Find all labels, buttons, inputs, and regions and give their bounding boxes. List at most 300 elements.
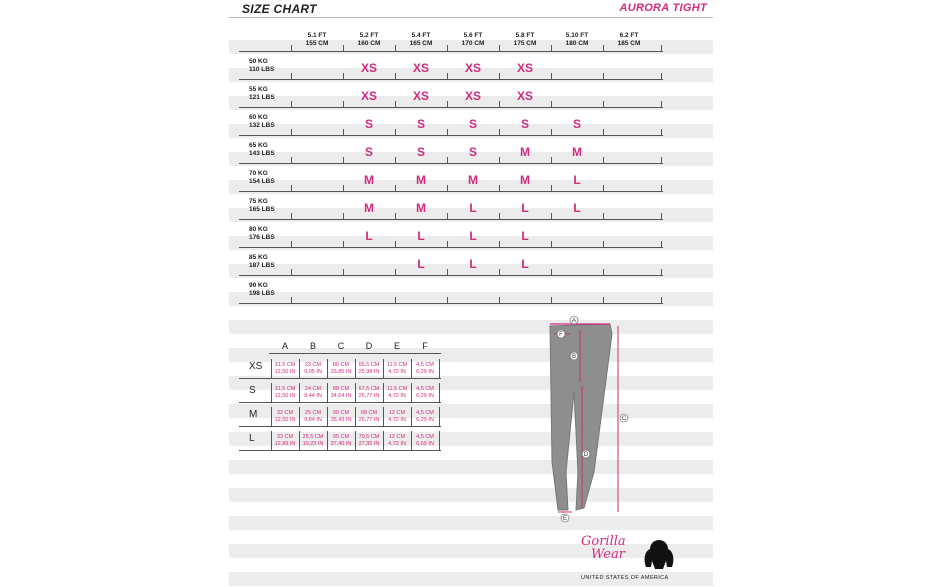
row-tick <box>661 129 662 136</box>
measure-row-rule <box>239 378 441 379</box>
measure-cell <box>299 386 327 400</box>
size-cell: XS <box>412 61 429 75</box>
measure-cell <box>327 410 355 424</box>
weight-kg: 75 KG <box>249 198 268 205</box>
size-cell: M <box>468 173 478 187</box>
size-cell: L <box>469 201 477 215</box>
row-tick <box>603 101 604 108</box>
row-tick <box>343 269 344 276</box>
measure-cm: 4,5 CM <box>416 434 434 440</box>
row-tick <box>291 185 292 192</box>
legging-diagram <box>534 312 644 524</box>
row-tick <box>603 213 604 220</box>
measure-cm: 33 CM <box>276 434 294 440</box>
row-tick <box>395 157 396 164</box>
size-chart-sheet <box>229 0 713 587</box>
row-tick <box>447 241 448 248</box>
size-cell: L <box>469 257 477 271</box>
measure-tick <box>271 431 272 450</box>
row-tick <box>603 185 604 192</box>
size-cell: M <box>572 145 582 159</box>
size-cell: L <box>417 257 425 271</box>
weight-kg: 80 KG <box>249 226 268 233</box>
measure-cell <box>271 386 299 400</box>
height-header <box>551 32 603 48</box>
measure-row-rule <box>239 450 441 451</box>
size-cell: L <box>417 229 425 243</box>
measure-in: 12,50 IN <box>274 417 296 423</box>
measure-cm: 4,5 CM <box>416 362 434 368</box>
weight-kg: 65 KG <box>249 142 268 149</box>
measure-cell <box>383 386 411 400</box>
measure-cm: 11,5 CM <box>386 386 408 392</box>
page-title: SIZE CHART <box>242 2 317 16</box>
measure-in: 4,72 IN <box>388 417 406 423</box>
measure-in: 27,95 IN <box>358 441 380 447</box>
column-tick <box>551 45 552 52</box>
measure-cell <box>327 434 355 448</box>
row-tick <box>447 297 448 304</box>
row-tick <box>603 241 604 248</box>
row-tick <box>343 101 344 108</box>
measure-tick <box>439 383 440 402</box>
size-cell: S <box>364 145 373 159</box>
size-cell: L <box>469 229 477 243</box>
row-tick <box>291 269 292 276</box>
column-tick <box>291 45 292 52</box>
row-rule <box>239 219 663 220</box>
size-cell: M <box>520 145 530 159</box>
row-rule <box>239 135 663 136</box>
row-tick <box>291 129 292 136</box>
size-cell: S <box>468 117 477 131</box>
measure-cm: 70,5 CM <box>358 434 380 440</box>
row-tick <box>343 129 344 136</box>
row-tick <box>661 157 662 164</box>
row-rule <box>239 191 663 192</box>
row-tick <box>661 297 662 304</box>
weight-lbs: 187 LBS <box>249 262 275 269</box>
measure-tick <box>299 407 300 426</box>
row-tick <box>291 157 292 164</box>
logo-tagline: UNITED STATES OF AMERICA <box>581 575 669 581</box>
size-cell: L <box>521 201 529 215</box>
measure-tick <box>271 359 272 378</box>
height-ft: 6.2 FT <box>619 32 639 39</box>
column-tick <box>395 45 396 52</box>
row-tick <box>343 213 344 220</box>
row-tick <box>603 269 604 276</box>
measure-cell <box>411 434 439 448</box>
measure-cell <box>299 410 327 424</box>
measure-cell <box>299 362 327 376</box>
measure-cm: 86 CM <box>332 362 350 368</box>
size-cell: S <box>416 117 425 131</box>
weight-label <box>249 170 275 186</box>
measure-in: 25,98 IN <box>358 369 380 375</box>
measure-in: 35,43 IN <box>330 417 352 423</box>
measure-cell <box>383 434 411 448</box>
row-tick <box>603 129 604 136</box>
size-cell: S <box>520 117 529 131</box>
height-header <box>395 32 447 48</box>
height-header <box>291 32 343 48</box>
row-tick <box>603 297 604 304</box>
row-rule <box>239 163 663 164</box>
row-tick <box>661 73 662 80</box>
measure-cell <box>411 362 439 376</box>
weight-label <box>249 142 275 158</box>
column-tick <box>447 45 448 52</box>
row-tick <box>499 185 500 192</box>
measure-row-rule <box>239 426 441 427</box>
column-tick <box>603 45 604 52</box>
column-tick <box>343 45 344 52</box>
row-tick <box>499 269 500 276</box>
row-tick <box>499 241 500 248</box>
measure-tick <box>327 407 328 426</box>
size-cell: L <box>521 257 529 271</box>
row-tick <box>343 73 344 80</box>
weight-lbs: 121 LBS <box>249 94 275 101</box>
measure-cm: 12 CM <box>388 434 406 440</box>
weight-kg: 70 KG <box>249 170 268 177</box>
measure-tick <box>271 407 272 426</box>
row-tick <box>291 73 292 80</box>
product-name: AURORA TIGHT <box>619 2 707 14</box>
row-tick <box>661 213 662 220</box>
row-tick <box>395 101 396 108</box>
height-ft: 5.2 FT <box>359 32 379 39</box>
row-tick <box>395 241 396 248</box>
size-cell: L <box>573 201 581 215</box>
row-tick <box>343 185 344 192</box>
measure-cell <box>411 410 439 424</box>
size-cell: XS <box>464 89 481 103</box>
row-tick <box>551 101 552 108</box>
measure-cm: 88 CM <box>332 386 350 392</box>
measure-size-label: L <box>249 433 255 444</box>
row-tick <box>499 73 500 80</box>
size-cell: L <box>573 173 581 187</box>
measure-tick <box>355 431 356 450</box>
row-tick <box>447 73 448 80</box>
measure-in: 9,84 IN <box>304 417 322 423</box>
row-tick <box>447 157 448 164</box>
measure-tick <box>327 359 328 378</box>
measure-in: 34,64 IN <box>330 393 352 399</box>
measure-column-header: A <box>281 341 288 351</box>
measure-cell <box>271 362 299 376</box>
size-cell: XS <box>360 61 377 75</box>
measure-cell <box>327 386 355 400</box>
row-tick <box>499 213 500 220</box>
weight-kg: 55 KG <box>249 86 268 93</box>
size-cell: L <box>365 229 373 243</box>
row-tick <box>661 241 662 248</box>
weight-label <box>249 254 275 270</box>
measure-tick <box>383 407 384 426</box>
measure-in: 37,40 IN <box>330 441 352 447</box>
measure-in: 4,72 IN <box>388 393 406 399</box>
size-cell: M <box>416 173 426 187</box>
measure-column-header: C <box>337 341 345 351</box>
measure-tick <box>411 407 412 426</box>
size-cell: XS <box>412 89 429 103</box>
row-tick <box>395 269 396 276</box>
row-tick <box>343 157 344 164</box>
size-cell: M <box>520 173 530 187</box>
measure-size-label: M <box>249 409 258 420</box>
height-cm: 160 CM <box>357 40 381 47</box>
measure-tick <box>411 383 412 402</box>
weight-label <box>249 282 275 298</box>
measure-tick <box>411 431 412 450</box>
measure-cm: 11,5 CM <box>386 362 408 368</box>
gorilla-icon <box>641 537 677 573</box>
measure-in: 26,77 IN <box>358 393 380 399</box>
measure-in: 6,29 IN <box>416 393 434 399</box>
measure-tick <box>383 383 384 402</box>
size-cell: L <box>521 229 529 243</box>
measure-cm: 23 CM <box>304 362 322 368</box>
weight-kg: 85 KG <box>249 254 268 261</box>
height-ft: 5.10 FT <box>565 32 589 39</box>
measure-tick <box>439 359 440 378</box>
height-header <box>499 32 551 48</box>
weight-lbs: 165 LBS <box>249 206 275 213</box>
measure-in: 12,50 IN <box>274 393 296 399</box>
row-tick <box>447 185 448 192</box>
weight-lbs: 143 LBS <box>249 150 275 157</box>
row-tick <box>447 101 448 108</box>
weight-label <box>249 86 275 102</box>
measure-cm: 90 CM <box>332 410 350 416</box>
measure-tick <box>299 359 300 378</box>
size-cell: XS <box>360 89 377 103</box>
measure-in: 6,29 IN <box>416 369 434 375</box>
measure-cm: 25,5 CM <box>302 434 324 440</box>
row-rule <box>239 247 663 248</box>
size-cell: XS <box>516 89 533 103</box>
column-tick <box>499 45 500 52</box>
height-ft: 5.8 FT <box>515 32 535 39</box>
measure-in: 4,72 IN <box>388 441 406 447</box>
measure-tick <box>355 407 356 426</box>
measure-tick <box>327 383 328 402</box>
measure-cm: 12 CM <box>388 410 406 416</box>
row-tick <box>395 185 396 192</box>
measure-cell <box>271 434 299 448</box>
size-cell: S <box>468 145 477 159</box>
size-cell: S <box>364 117 373 131</box>
measure-cell <box>355 410 383 424</box>
measure-in: 9,05 IN <box>304 369 322 375</box>
measure-header-rule <box>269 353 441 354</box>
row-tick <box>343 241 344 248</box>
weight-label <box>249 198 275 214</box>
height-ft: 5.6 FT <box>463 32 483 39</box>
row-rule <box>239 107 663 108</box>
measure-in: 26,77 IN <box>358 417 380 423</box>
measure-in: 10,23 IN <box>302 441 324 447</box>
weight-label <box>249 58 274 74</box>
measure-column-header: D <box>365 341 373 351</box>
row-tick <box>291 297 292 304</box>
measure-cell <box>411 386 439 400</box>
height-header <box>603 32 655 48</box>
size-cell: M <box>364 201 374 215</box>
weight-lbs: 198 LBS <box>249 290 275 297</box>
measure-tick <box>271 383 272 402</box>
title-divider <box>229 17 713 18</box>
row-tick <box>551 157 552 164</box>
measure-in: 6,29 IN <box>416 417 434 423</box>
row-tick <box>395 213 396 220</box>
measure-size-label: XS <box>249 361 263 372</box>
measure-cell <box>299 434 327 448</box>
row-tick <box>291 213 292 220</box>
measure-tick <box>439 431 440 450</box>
row-tick <box>395 129 396 136</box>
weight-label <box>249 226 275 242</box>
measure-cm: 24 CM <box>304 386 322 392</box>
row-tick <box>395 73 396 80</box>
measure-cm: 32 CM <box>276 410 294 416</box>
height-cm: 185 CM <box>617 40 641 47</box>
measure-cm: 31,5 CM <box>274 386 296 392</box>
row-rule <box>239 303 663 304</box>
weight-lbs: 154 LBS <box>249 178 275 185</box>
row-tick <box>551 241 552 248</box>
marker-d: D <box>583 452 589 458</box>
row-tick <box>291 101 292 108</box>
row-tick <box>661 269 662 276</box>
row-tick <box>447 269 448 276</box>
height-header <box>447 32 499 48</box>
measure-cell <box>355 362 383 376</box>
measure-tick <box>299 431 300 450</box>
height-header <box>343 32 395 48</box>
measure-cm: 31,5 CM <box>274 362 296 368</box>
weight-lbs: 176 LBS <box>249 234 275 241</box>
measure-in: 9,44 IN <box>304 393 322 399</box>
measure-cell <box>327 362 355 376</box>
row-tick <box>661 101 662 108</box>
weight-lbs: 132 LBS <box>249 122 275 129</box>
measure-tick <box>383 431 384 450</box>
measure-row-rule <box>239 402 441 403</box>
measure-tick <box>411 359 412 378</box>
measure-column-header: B <box>309 341 316 351</box>
row-tick <box>447 213 448 220</box>
row-tick <box>661 185 662 192</box>
weight-kg: 90 KG <box>249 282 268 289</box>
height-cm: 155 CM <box>305 40 329 47</box>
size-cell: S <box>572 117 581 131</box>
height-ft: 5.1 FT <box>307 32 327 39</box>
measure-tick <box>355 359 356 378</box>
measure-in: 4,72 IN <box>388 369 406 375</box>
height-cm: 180 CM <box>565 40 589 47</box>
measure-column-header: F <box>422 341 428 351</box>
row-tick <box>291 241 292 248</box>
measure-in: 12,50 IN <box>274 369 296 375</box>
measure-cm: 4,5 CM <box>416 386 434 392</box>
size-cell: XS <box>516 61 533 75</box>
measure-cell <box>271 410 299 424</box>
marker-c: C <box>621 416 627 422</box>
logo-wordmark: Gorilla Wear <box>581 534 626 562</box>
size-cell: M <box>364 173 374 187</box>
legging-shape <box>550 324 612 510</box>
measure-tick <box>299 383 300 402</box>
measure-in: 33,85 IN <box>330 369 352 375</box>
marker-e: E <box>562 516 568 522</box>
weight-kg: 60 KG <box>249 114 268 121</box>
measure-in: 6,69 IN <box>416 441 434 447</box>
row-tick <box>499 101 500 108</box>
measure-tick <box>439 407 440 426</box>
height-cm: 175 CM <box>513 40 537 47</box>
measure-cm: 4,5 CM <box>416 410 434 416</box>
row-tick <box>551 185 552 192</box>
row-tick <box>447 129 448 136</box>
row-tick <box>499 297 500 304</box>
weight-lbs: 110 LBS <box>249 66 275 73</box>
row-rule <box>239 275 663 276</box>
size-cell: S <box>416 145 425 159</box>
weight-kg: 50 KG <box>249 58 268 65</box>
row-tick <box>551 129 552 136</box>
measure-cell <box>383 362 411 376</box>
measure-size-label: S <box>249 385 256 396</box>
header-rule <box>239 51 663 52</box>
row-tick <box>551 213 552 220</box>
marker-a: A <box>571 318 577 324</box>
row-tick <box>499 157 500 164</box>
row-tick <box>551 297 552 304</box>
row-tick <box>603 157 604 164</box>
measure-cm: 25 CM <box>304 410 322 416</box>
brand-logo <box>579 535 689 585</box>
measure-tick <box>327 431 328 450</box>
measure-tick <box>355 383 356 402</box>
row-tick <box>603 73 604 80</box>
measure-column-header: E <box>393 341 400 351</box>
column-tick <box>661 45 662 52</box>
size-cell: XS <box>464 61 481 75</box>
measure-cm: 68 CM <box>360 410 378 416</box>
height-cm: 170 CM <box>461 40 485 47</box>
row-tick <box>551 73 552 80</box>
measure-cm: 67,5 CM <box>358 386 380 392</box>
marker-b: B <box>571 354 577 360</box>
measure-cm: 65,5 CM <box>358 362 380 368</box>
size-cell: M <box>416 201 426 215</box>
measure-in: 12,99 IN <box>274 441 296 447</box>
row-tick <box>499 129 500 136</box>
row-tick <box>551 269 552 276</box>
height-ft: 5.4 FT <box>411 32 431 39</box>
row-rule <box>239 79 663 80</box>
measure-cm: 95 CM <box>332 434 350 440</box>
measure-cell <box>383 410 411 424</box>
row-tick <box>395 297 396 304</box>
height-cm: 165 CM <box>409 40 433 47</box>
measure-cell <box>355 386 383 400</box>
measure-tick <box>383 359 384 378</box>
